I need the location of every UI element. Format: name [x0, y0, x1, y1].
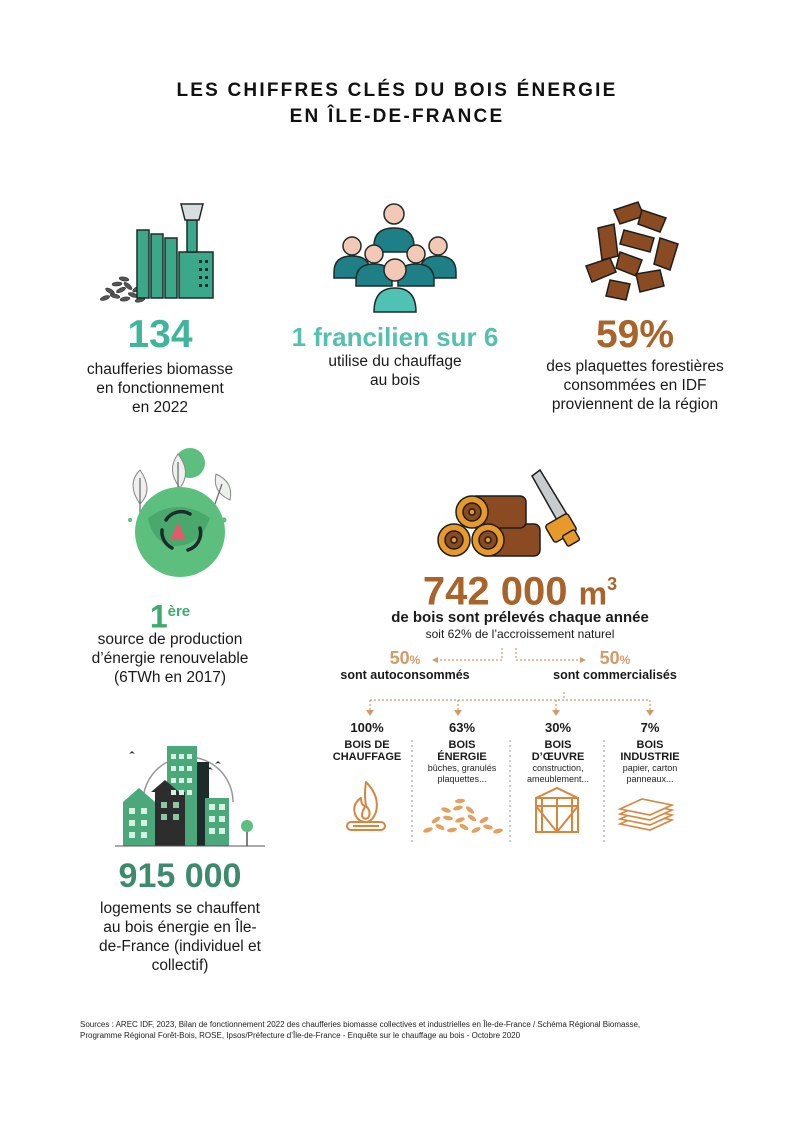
category-name: ÉNERGIE — [437, 751, 487, 763]
people-group-icon — [330, 200, 460, 315]
category-industrie — [604, 720, 696, 785]
stat-plaquettes-desc — [515, 357, 755, 414]
stat-logements-value: 915 000 — [118, 857, 242, 895]
sources-note — [80, 1019, 720, 1041]
category-chauffage — [323, 720, 411, 763]
category-sub: panneaux... — [626, 774, 674, 784]
category-name: BOIS — [448, 739, 476, 751]
desc-line: source de production — [97, 631, 243, 648]
wood-chips-icon — [580, 200, 690, 305]
source-rank-suffix: ère — [167, 603, 191, 620]
desc-line: collectif) — [151, 957, 209, 974]
renewable-planet-icon — [118, 448, 248, 580]
stat-plaquettes-value: 59% — [595, 313, 675, 356]
desc-line: chaufferies biomasse — [86, 361, 234, 378]
page-title — [0, 78, 794, 130]
bois-volume: 742 000 — [422, 569, 568, 614]
title-line-1: LES CHIFFRES CLÉS DU BOIS ÉNERGIE — [176, 80, 618, 101]
biomass-factory-icon — [95, 200, 215, 305]
logs-chainsaw-icon — [436, 468, 586, 563]
stat-bois-desc: de bois sont prélevés chaque année — [391, 609, 649, 626]
pellets-icon — [418, 796, 508, 836]
category-name: CHAUFFAGE — [332, 751, 402, 763]
category-name: BOIS DE — [344, 739, 390, 751]
split-left-label: sont autoconsommés — [340, 668, 470, 682]
desc-line: d’énergie renouvelable — [91, 650, 249, 667]
category-sub: papier, carton — [622, 763, 678, 773]
desc-line: de-France (individuel et — [99, 938, 261, 955]
stat-chaufferies-value: 134 — [127, 313, 193, 356]
bois-unit: m — [578, 575, 608, 612]
desc-line: consommées en IDF — [563, 377, 707, 394]
sources-line: Sources : AREC IDF, 2023, Bilan de fonctionnement 2022 des chaufferies biomasse collectives et industrielles en Île-de-France / Schéma Régional Biomasse, — [80, 1020, 641, 1029]
desc-line: logements se chauffent — [100, 900, 260, 917]
category-name: INDUSTRIE — [620, 751, 680, 763]
category-pct: 63% — [448, 720, 476, 735]
split-right-number: 50 — [599, 648, 620, 668]
stat-francilien-desc — [280, 352, 510, 390]
desc-line: des plaquettes forestières — [546, 358, 724, 375]
category-sub: construction, — [532, 763, 584, 773]
desc-line: (6TWh en 2017) — [114, 669, 226, 686]
category-pct: 30% — [544, 720, 572, 735]
split-left-percent: % — [409, 653, 421, 667]
stat-source-value — [70, 594, 270, 635]
stat-bois-sub: soit 62% de l’accroissement naturel — [425, 627, 615, 641]
category-sub: ameublement... — [526, 774, 590, 784]
city-buildings-icon — [115, 742, 265, 850]
category-sub: plaquettes... — [437, 774, 487, 784]
split-right-label: sont commercialisés — [553, 668, 677, 682]
desc-line: au bois — [370, 372, 420, 389]
split-left-number: 50 — [389, 648, 410, 668]
stat-logements-desc — [60, 899, 300, 975]
title-line-2: EN ÎLE-DE-FRANCE — [289, 106, 505, 127]
fire-icon — [343, 778, 389, 834]
category-pct: 7% — [640, 720, 660, 735]
category-pct: 100% — [350, 720, 384, 735]
category-name: BOIS — [636, 739, 664, 751]
split-left-pct — [370, 648, 440, 669]
timber-frame-icon — [532, 784, 582, 836]
desc-line: en 2022 — [131, 399, 189, 416]
category-name: D’ŒUVRE — [531, 751, 585, 763]
split-right-percent: % — [619, 653, 631, 667]
category-sub: bûches, granulés — [427, 763, 497, 773]
desc-line: utilise du chauffage — [328, 353, 462, 370]
category-name: BOIS — [544, 739, 572, 751]
stat-francilien-value: 1 francilien sur 6 — [291, 322, 499, 352]
source-rank: 1 — [149, 598, 168, 635]
desc-line: en fonctionnement — [96, 380, 224, 397]
stat-chaufferies-desc — [60, 360, 260, 417]
paper-stack-icon — [616, 794, 676, 834]
stat-source-desc — [60, 630, 280, 687]
desc-line: proviennent de la région — [551, 396, 719, 413]
bois-unit-exponent: 3 — [607, 574, 618, 594]
split-right-pct — [580, 648, 650, 669]
sources-line: Programme Régional Forêt-Bois, ROSE, Ipsos/Préfecture d’Île-de-France - Enquête sur le chauffage au bois - Octobre 2020 — [80, 1031, 521, 1040]
desc-line: au bois énergie en Île- — [103, 919, 257, 936]
